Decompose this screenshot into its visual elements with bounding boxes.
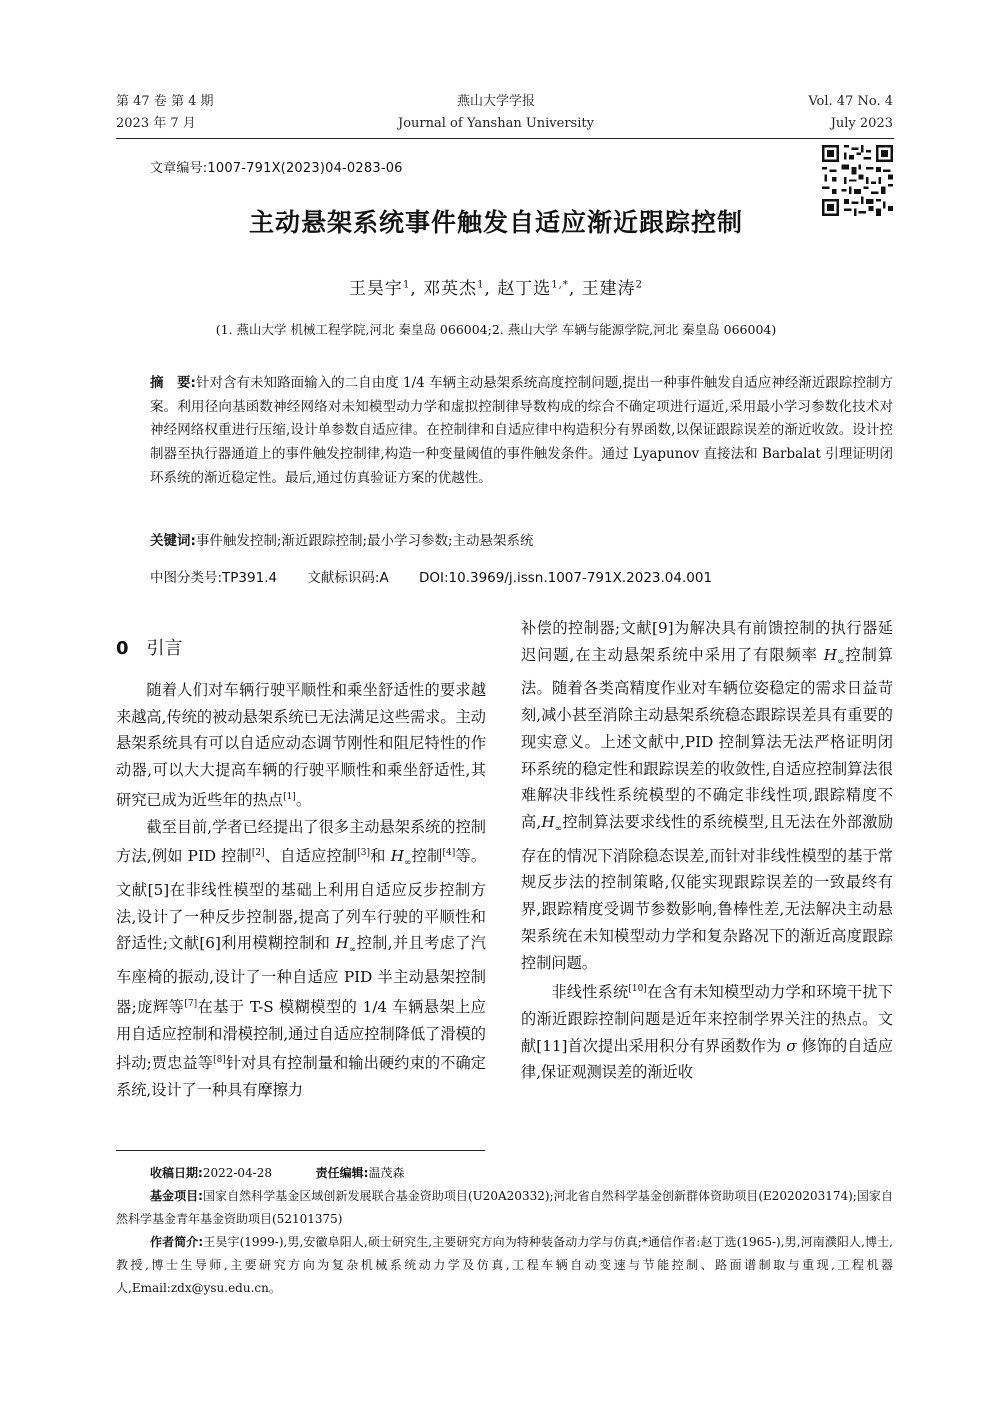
author-name: 邓英杰 — [423, 279, 478, 299]
author-list: 王昊宇$^1$, 邓英杰$^1$, 赵丁选$^{1,*}$, 王建涛$^2$ — [348, 279, 644, 299]
author-affil-mark: 1,* — [551, 279, 569, 291]
citation: [4] — [442, 848, 456, 859]
header-divider — [116, 138, 894, 139]
keywords — [150, 529, 893, 549]
abstract-text: 针对含有未知路面输入的二自由度 1/4 车辆主动悬架系统高度控制问题,提出一种事件触发自适应神经渐近跟踪控制方案。利用径向基函数神经网络对未知模型动力学和虚拟控制律导数构成的综合不确定项进行逼近,采用最小学习参数化技术对神经网络权重进行压缩,设计单参数自适应律。在控制律和自适应律中构造积分有界函数,以保证跟踪误差的渐近收敛。设计控制器至执行器通道上的事件触发控制律,构造一种变量阈值的事件触发条件。通过 Lyapunov 直接法和 Barbalat 引理证明闭环系统的渐近稳定性。最后,通过仿真验证方案的优越性。 — [150, 375, 893, 486]
citation: [10] — [628, 984, 647, 995]
citation: [8] — [213, 1055, 226, 1066]
keywords-label: 关键词: — [150, 533, 196, 549]
clc-number: 中图分类号:TP391.4 — [150, 570, 278, 586]
author-name: 王建涛 — [581, 279, 636, 299]
author-name: 王昊宇 — [348, 279, 403, 299]
keywords-text: 事件触发控制;渐近跟踪控制;最小学习参数;主动悬架系统 — [195, 533, 534, 549]
doi: DOI:10.3969/j.issn.1007-791X.2023.04.001 — [418, 570, 713, 586]
paragraph: 截至目前,学者已经提出了很多主动悬架系统的控制方法,例如 PID 控制[2]、自适应控制[3]和 $H_\infty$控制[4]等。文献[5]在非线性模型的基础上利用自适应反步控制方法,设计了一种反步控制器,提高了列车行驶的平顺性和舒适性;文献[6]利用模糊控制和 $H_\infty$控制,并且考虑了汽车座椅的振动,设计了一种自适应 PID 半主动悬架控制器;庞辉等[7]在基于 T-S 模糊模型的 1/4 车辆悬架上应用自适应控制和滑模控制,通过自适应控制降低了滑模的抖动;贾忠益等[8]针对具有控制量和输出硬约束的不确定系统,设计了一种具有摩擦力 — [116, 817, 487, 1100]
section-heading — [116, 634, 183, 660]
section-number: 0 — [116, 638, 129, 659]
issue-date-en: July 2023 — [830, 116, 893, 131]
math-symbol: $H_\infty$ — [823, 645, 845, 667]
received-date: 2022-04-28 — [202, 1166, 272, 1180]
author-affil-mark: 1 — [402, 279, 411, 291]
citation: [2] — [251, 848, 265, 859]
author-affil-mark: 1 — [477, 279, 485, 291]
article-number: 文章编号:1007-791X(2023)04-0283-06 — [150, 161, 403, 176]
editor-name: 温茂森 — [368, 1166, 405, 1180]
footnote-fund — [116, 1185, 893, 1231]
abstract — [150, 372, 893, 491]
citation: [3] — [357, 848, 371, 859]
editor-label: 责任编辑: — [315, 1166, 369, 1180]
math-symbol: $H_\infty$ — [541, 812, 563, 834]
paragraph: 非线性系统[10]在含有未知模型动力学和环境干扰下的渐近跟踪控制问题是近年来控制学界关注的热点。文献[11]首次提出采用积分有界函数作为 σ 修饰的自适应律,保证观测误差的渐近收 — [521, 983, 894, 1082]
volume-issue-en: Vol. 47 No. 4 — [808, 94, 893, 109]
abstract-label: 摘 要: — [150, 375, 196, 391]
author-bio-text: 王昊宇(1999-),男,安徽阜阳人,硕士研究生,主要研究方向为特种装备动力学与仿真;*通信作者:赵丁选(1965-),男,河南濮阳人,博士,教授,博士生导师,主要研究方向为复杂机械系统动力学及仿真,工程车辆自动变速与节能控制、路面谱制取与重现,工程机器人,Email:zdx@ysu.edu.cn。 — [116, 1235, 893, 1295]
classification-line — [150, 566, 893, 586]
volume-issue: 第 47 卷 第 4 期 — [116, 94, 214, 109]
issue-date: 2023 年 7 月 — [116, 116, 196, 131]
journal-name-cn: 燕山大学学报 — [456, 94, 535, 109]
document-code: 文献标识码:A — [307, 570, 389, 586]
section-title: 引言 — [146, 638, 183, 659]
paragraph-continued: 补偿的控制器;文献[9]为解决具有前馈控制的执行器延迟问题,在主动悬架系统中采用了有限频率 $H_\infty$控制算法。随着各类高精度作业对车辆位姿稳定的需求日益苛刻,减小甚至消除主动悬架系统稳态跟踪误差具有重要的现实意义。上述文献中,PID 控制算法无法严格证明闭环系统的稳定性和跟踪误差的收敛性,自适应控制算法很难解决非线性系统模型的不确定非线性项,跟踪精度不高$,H_\infty$控制算法要求线性的系统模型,且无法在外部激励存在的情况下消除稳态误差,而针对非线性模型的基于常规反步法的控制策略,仅能实现跟踪误差的一致最终有界,跟踪精度受调节参数影响,鲁棒性差,无法解决主动悬架系统在未知模型动力学和复杂路况下的渐近高度跟踪控制问题。 — [521, 619, 894, 972]
right-column — [521, 615, 893, 1086]
paper-title: 主动悬架系统事件触发自适应渐近跟踪控制 — [248, 208, 743, 237]
math-symbol: $H_\infty$ — [335, 934, 357, 956]
citation: [7] — [184, 998, 198, 1009]
journal-name-en: Journal of Yanshan University — [398, 116, 594, 131]
footnote-divider — [116, 1150, 485, 1151]
received-label: 收稿日期: — [150, 1166, 203, 1180]
author-bio-label: 作者简介: — [150, 1235, 204, 1249]
footnote-received — [116, 1162, 893, 1185]
citation: [1] — [283, 791, 296, 802]
author-affil-mark: 2 — [635, 279, 644, 291]
left-column — [116, 677, 486, 1104]
paragraph: 随着人们对车辆行驶平顺性和乘坐舒适性的要求越来越高,传统的被动悬架系统已无法满足这些需求。主动悬架系统具有可以自适应动态调节刚性和阻尼特性的作动器,可以大大提高车辆的行驶平顺性和乘坐舒适性,其研究已成为近些年的热点[1]。 — [116, 681, 486, 809]
affiliations: (1. 燕山大学 机械工程学院,河北 秦皇岛 066004;2. 燕山大学 车辆与能源学院,河北 秦皇岛 066004) — [215, 322, 777, 337]
fund-text: 国家自然科学基金区域创新发展联合基金资助项目(U20A20332);河北省自然科学基金创新群体资助项目(E2020203174);国家自然科学基金青年基金资助项目(52101375) — [116, 1189, 893, 1226]
fund-label: 基金项目: — [150, 1189, 203, 1203]
footnote-author-bio — [116, 1231, 893, 1300]
math-symbol: σ — [786, 1036, 797, 1055]
author-name: 赵丁选 — [497, 279, 552, 299]
header-right — [808, 94, 893, 132]
math-symbol: $H_\infty$ — [390, 847, 412, 869]
